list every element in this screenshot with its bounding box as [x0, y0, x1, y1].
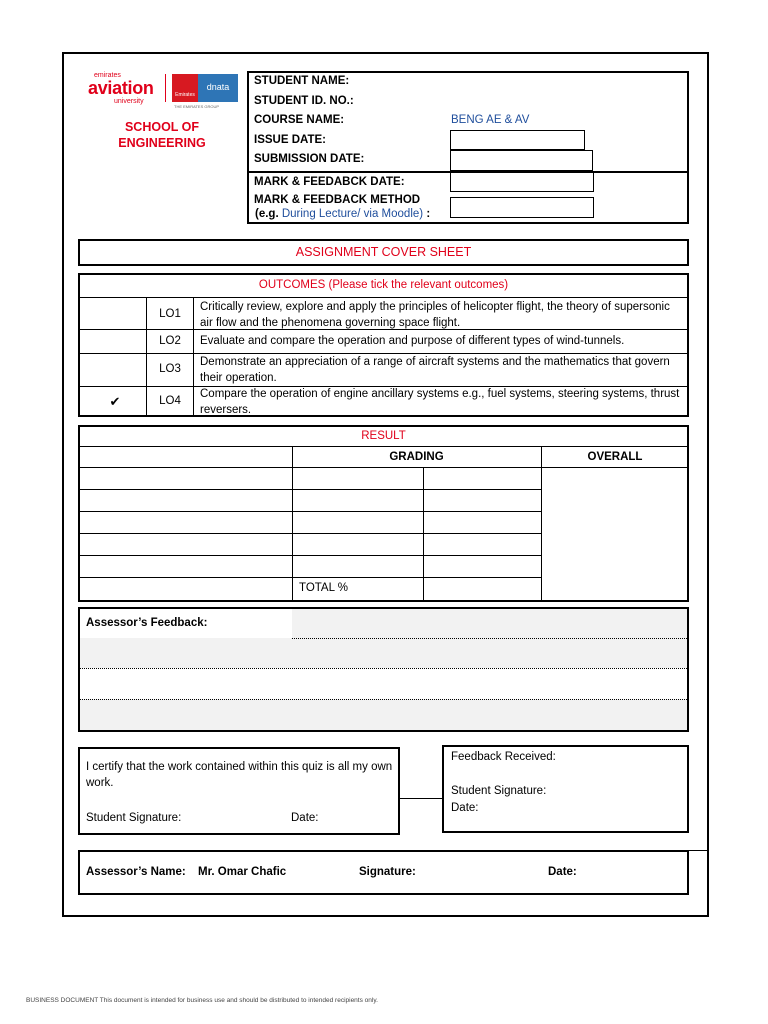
mark-feedback-date-label: MARK & FEEDABCK DATE:	[254, 176, 405, 188]
issue-date-label: ISSUE DATE:	[254, 134, 326, 146]
lo1-code: LO1	[159, 308, 181, 320]
method-eg-value: During Lecture/ via Moodle)	[281, 208, 424, 220]
result-row-divider-4	[78, 533, 541, 534]
result-col-divider-3	[541, 446, 542, 601]
result-row-divider-2	[78, 489, 541, 490]
course-name-value: BENG AE & AV	[451, 114, 530, 126]
logo-aviation: aviation	[88, 78, 154, 98]
result-row-divider-1	[78, 467, 689, 468]
student-signature-label: Student Signature:	[86, 812, 182, 824]
assessor-feedback-label: Assessor’s Feedback:	[86, 617, 208, 629]
received-student-signature-label: Student Signature:	[451, 785, 547, 797]
assessor-bar-extension	[689, 850, 709, 851]
student-id-label: STUDENT ID. NO.:	[254, 95, 354, 107]
certification-date-label: Date:	[291, 812, 319, 824]
dnata-logo-box	[198, 74, 238, 102]
total-percent-label: TOTAL %	[299, 582, 348, 594]
lo2-text: Evaluate and compare the operation and purpose of different types of wind-tunnels.	[200, 335, 625, 347]
certification-text: I certify that the work contained within this quiz is all my own work.	[86, 761, 393, 789]
submission-date-field[interactable]	[450, 150, 593, 171]
lo3-code: LO3	[159, 363, 181, 375]
school-title-line1: SCHOOL OF	[124, 120, 200, 134]
submission-date-label: SUBMISSION DATE:	[254, 153, 365, 165]
emirates-logo-text: Emirates	[175, 92, 195, 98]
issue-date-field[interactable]	[450, 130, 585, 150]
result-heading: RESULT	[361, 430, 406, 442]
logo-university: university	[114, 98, 144, 105]
school-title	[92, 119, 232, 151]
outcomes-heading: OUTCOMES (Please tick the relevant outcomes)	[258, 279, 509, 291]
result-row-divider-6	[78, 577, 541, 578]
footer-disclaimer: BUSINESS DOCUMENT This document is intended for business use and should be distributed to intended recipients only.	[26, 997, 378, 1004]
assessor-name-value: Mr. Omar Chafic	[198, 866, 287, 878]
result-col-divider-2	[423, 467, 424, 601]
method-eg-open: (e.g.	[255, 208, 279, 220]
university-logo	[86, 72, 238, 120]
mark-feedback-method-label: MARK & FEEDBACK METHOD	[254, 194, 421, 206]
lo4-tick-box[interactable]: ✔	[109, 394, 121, 409]
course-name-label: COURSE NAME:	[254, 114, 345, 126]
lo4-code: LO4	[159, 395, 181, 407]
lo2-code: LO2	[159, 335, 181, 347]
outcomes-col-divider-2	[193, 297, 194, 416]
grading-header: GRADING	[389, 451, 444, 463]
lo3-text: Demonstrate an appreciation of a range of aircraft systems and the mathematics that govern their operation.	[200, 356, 670, 384]
result-row-divider-3	[78, 511, 541, 512]
mark-feedback-method-field[interactable]	[450, 197, 594, 218]
dnata-logo-text: dnata	[206, 82, 230, 92]
emirates-group-text: THE EMIRATES GROUP	[174, 104, 220, 109]
school-title-line2: ENGINEERING	[118, 136, 206, 150]
outcomes-heading-divider	[78, 297, 689, 298]
mark-feedback-date-field[interactable]	[450, 172, 594, 192]
method-eg-close: :	[426, 208, 431, 220]
lo4-text: Compare the operation of engine ancillary systems e.g., fuel systems, steering systems, thrust reversers.	[200, 388, 680, 416]
connector-line	[400, 798, 442, 799]
logo-divider	[165, 74, 166, 102]
assessor-feedback-input[interactable]	[292, 609, 687, 730]
assignment-cover-sheet-title: ASSIGNMENT COVER SHEET	[78, 239, 689, 266]
outcomes-row-divider-2	[78, 353, 689, 354]
logo-emirates-small: emirates	[94, 72, 121, 79]
overall-header: OVERALL	[587, 451, 643, 463]
assessor-date-label: Date:	[548, 866, 577, 878]
assessor-signature-label: Signature:	[359, 866, 416, 878]
feedback-received-label: Feedback Received:	[451, 751, 556, 763]
result-heading-divider	[78, 446, 689, 447]
received-date-label: Date:	[451, 802, 479, 814]
mark-feedback-method-example	[255, 208, 430, 220]
student-name-label: STUDENT NAME:	[254, 75, 350, 87]
emirates-logo-box	[172, 74, 198, 102]
assessor-name-label: Assessor’s Name:	[86, 866, 186, 878]
lo1-text: Critically review, explore and apply the principles of helicopter flight, the theory of supersonic air flow and the phenomena governing space flight.	[200, 301, 670, 329]
result-row-divider-5	[78, 555, 541, 556]
